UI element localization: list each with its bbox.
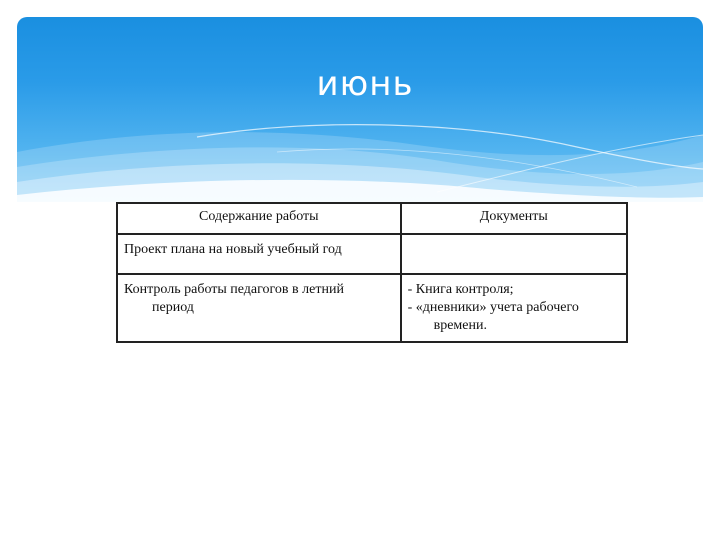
row2-content-line: период bbox=[152, 300, 194, 315]
wave-decoration bbox=[17, 17, 703, 202]
header-documents-cell: Документы bbox=[401, 203, 627, 234]
row1-content-line: Проект плана на новый учебный год bbox=[124, 242, 342, 257]
row2-documents-cell bbox=[401, 274, 627, 342]
row1-content-cell bbox=[117, 234, 401, 274]
header-banner bbox=[17, 17, 703, 202]
table-row bbox=[117, 234, 627, 274]
header-content-cell: Содержание работы bbox=[117, 203, 401, 234]
row2-document-line: - «дневники» учета рабочего bbox=[407, 300, 579, 315]
row2-content-cell bbox=[117, 274, 401, 342]
work-table bbox=[116, 202, 628, 343]
table-row bbox=[117, 274, 627, 342]
row2-document-line: - Книга контроля; bbox=[407, 282, 514, 297]
row1-documents-cell bbox=[401, 234, 627, 274]
row2-content-line: Контроль работы педагогов в летний bbox=[124, 282, 344, 297]
slide-title: июнь bbox=[316, 64, 414, 104]
table-header-row bbox=[117, 203, 627, 234]
row2-document-line: времени. bbox=[433, 318, 487, 333]
